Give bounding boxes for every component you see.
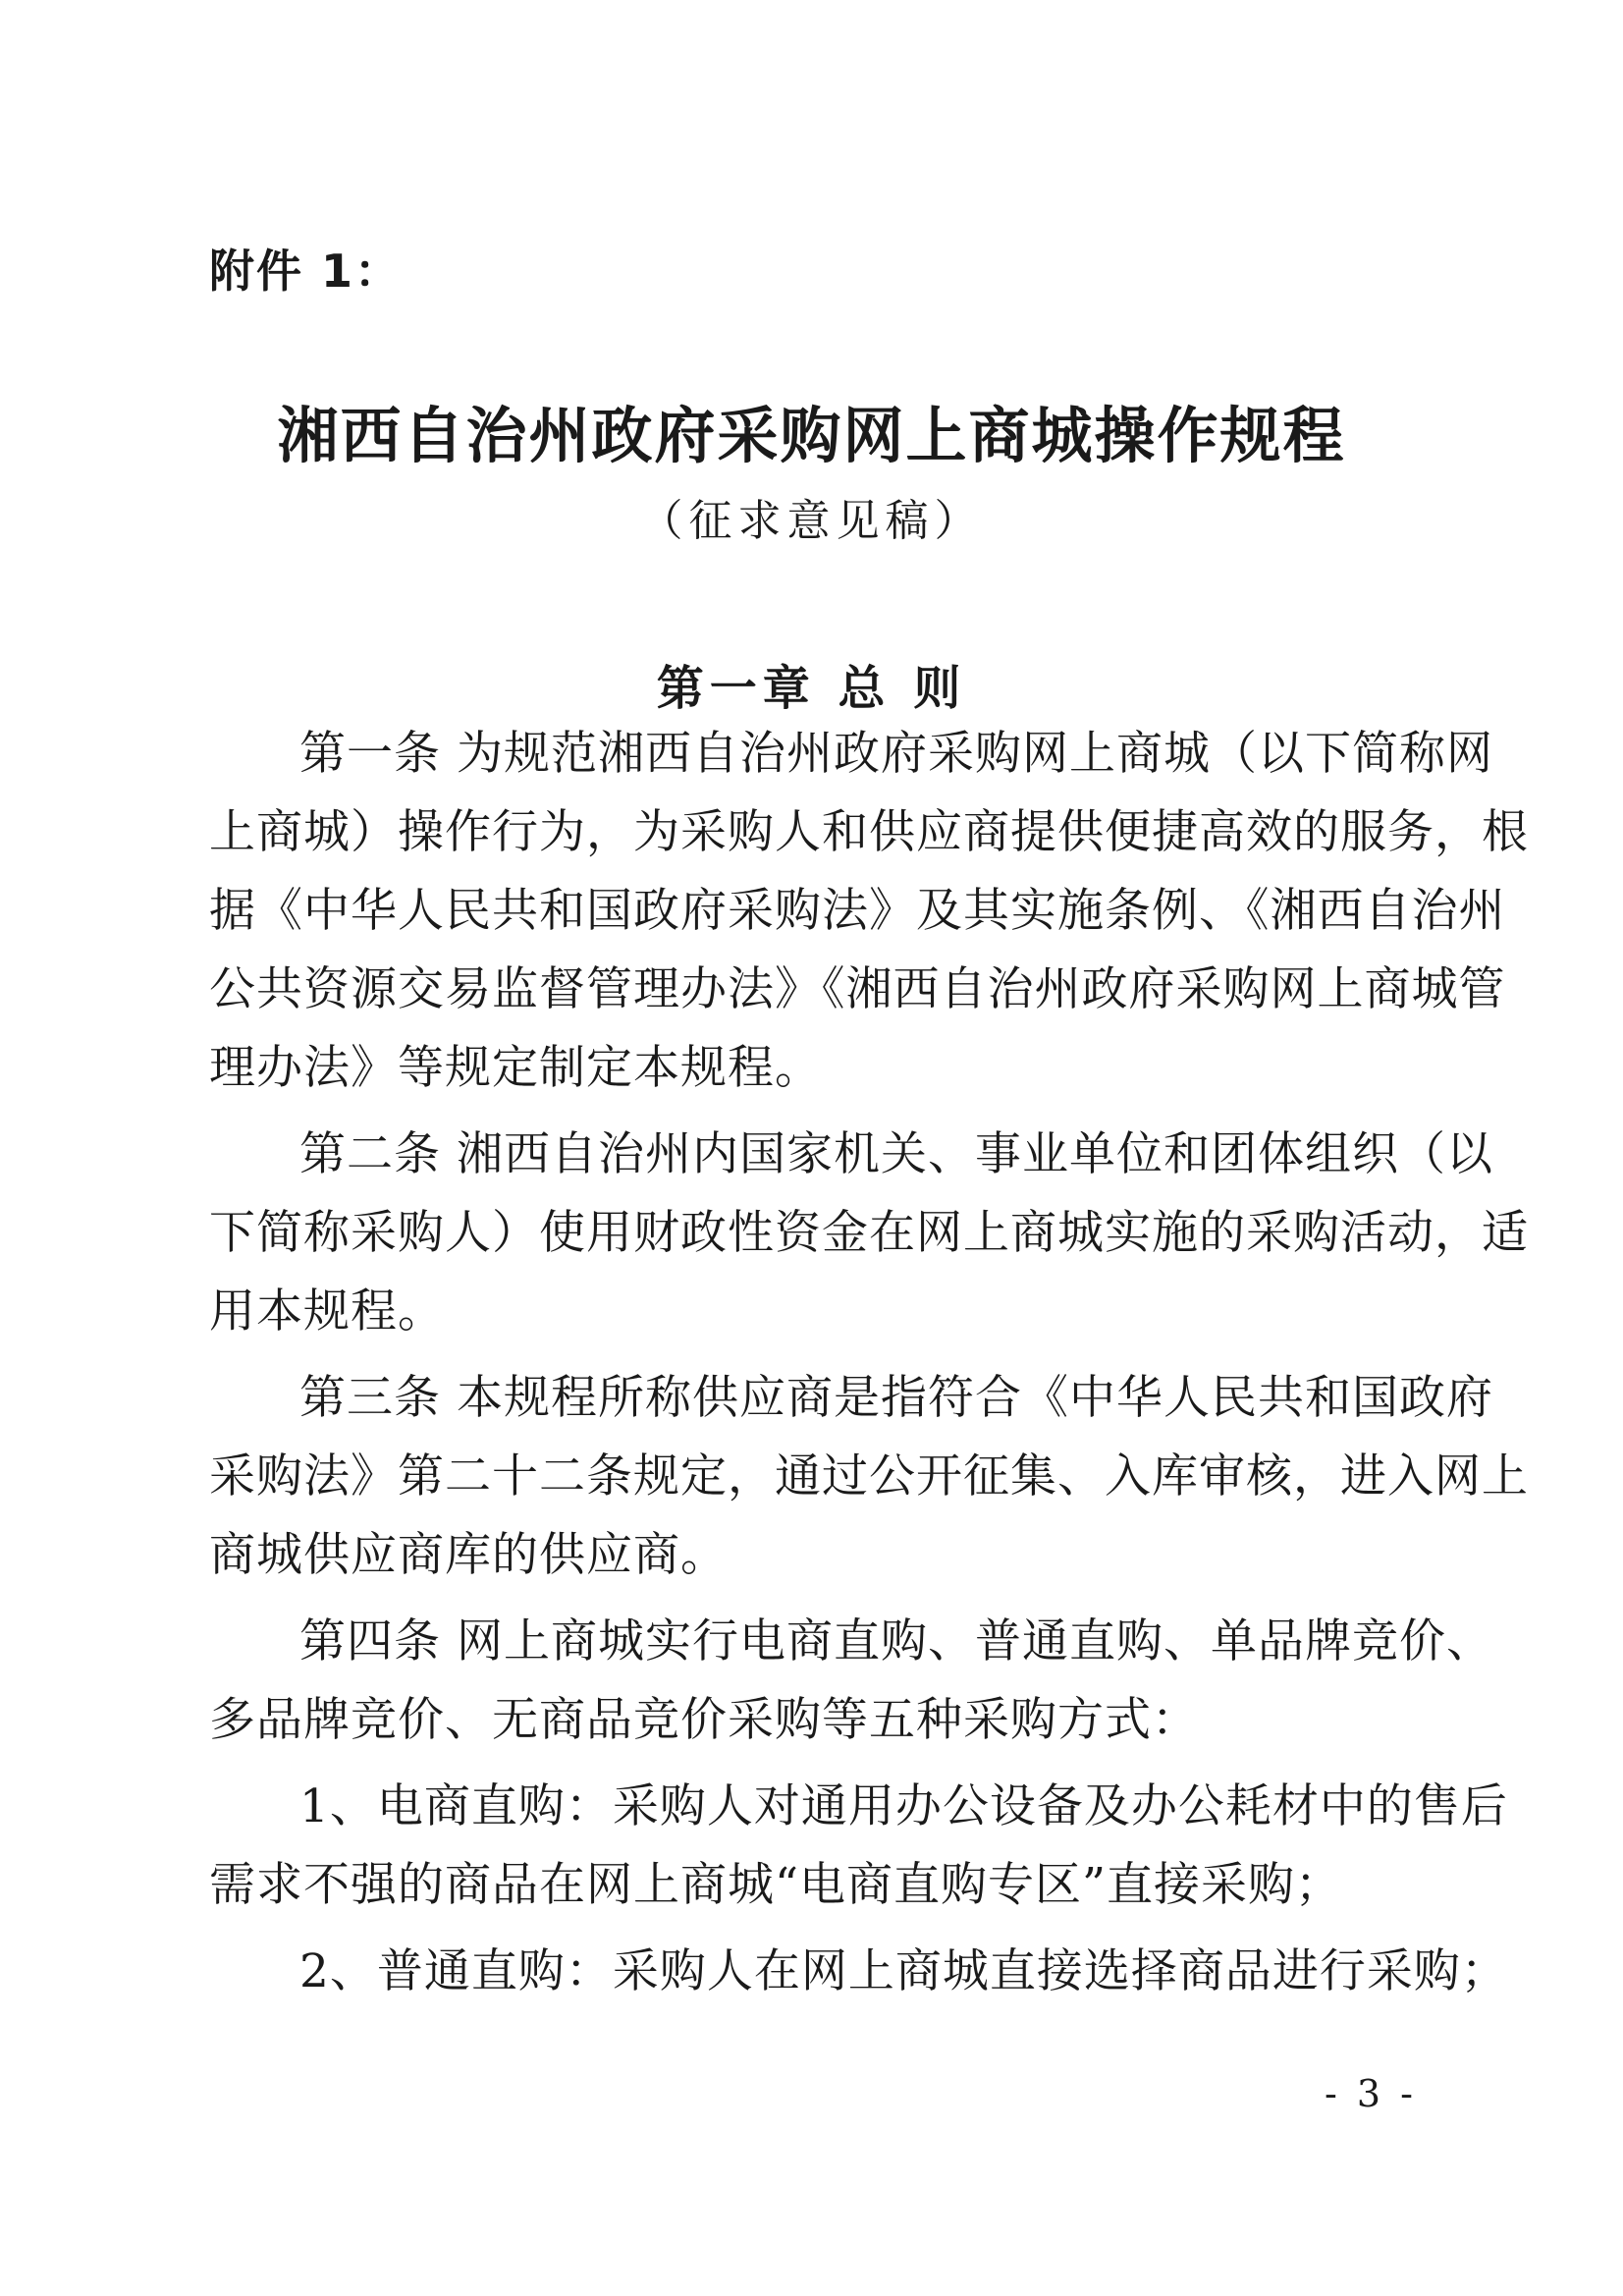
body-line: 据《中华人民共和国政府采购法》及其实施条例、《湘西自治州 <box>209 884 1506 938</box>
body-line: 第一条 为规范湘西自治州政府采购网上商城（以下简称网 <box>299 727 1493 781</box>
body-line: 采购法》第二十二条规定，通过公开征集、入库审核，进入网上 <box>209 1449 1529 1503</box>
body-line: 公共资源交易监督管理办法》《湘西自治州政府采购网上商城管 <box>209 962 1506 1016</box>
body-line: 多品牌竞价、无商品竞价采购等五种采购方式： <box>209 1693 1199 1747</box>
body-line: 需求不强的商品在网上商城“电商直购专区”直接采购； <box>209 1858 1343 1912</box>
body-line: 上商城）操作行为，为采购人和供应商提供便捷高效的服务，根 <box>209 805 1529 859</box>
body-line: 第二条 湘西自治州内国家机关、事业单位和团体组织（以 <box>299 1127 1493 1181</box>
body-line: 理办法》等规定制定本规程。 <box>209 1041 822 1095</box>
body-line: 下简称采购人）使用财政性资金在网上商城实施的采购活动，适 <box>209 1206 1529 1260</box>
body-line: 第四条 网上商城实行电商直购、普通直购、单品牌竞价、 <box>299 1614 1493 1668</box>
page-number: - 3 - <box>1324 2072 1417 2115</box>
chapter-heading: 第一章 总 则 <box>656 661 967 716</box>
body-line: 商城供应商库的供应商。 <box>209 1528 728 1582</box>
body-line: 1、电商直购：采购人对通用办公设备及办公耗材中的售后 <box>299 1779 1508 1833</box>
body-line: 用本规程。 <box>209 1285 445 1339</box>
body-line: 2、普通直购：采购人在网上商城直接选择商品进行采购； <box>299 1944 1508 1998</box>
attachment-label: 附件 1： <box>209 245 403 298</box>
body-line: 第三条 本规程所称供应商是指符合《中华人民共和国政府 <box>299 1371 1493 1425</box>
document-subtitle: （征求意见稿） <box>639 496 984 546</box>
document-title: 湘西自治州政府采购网上商城操作规程 <box>277 400 1346 471</box>
